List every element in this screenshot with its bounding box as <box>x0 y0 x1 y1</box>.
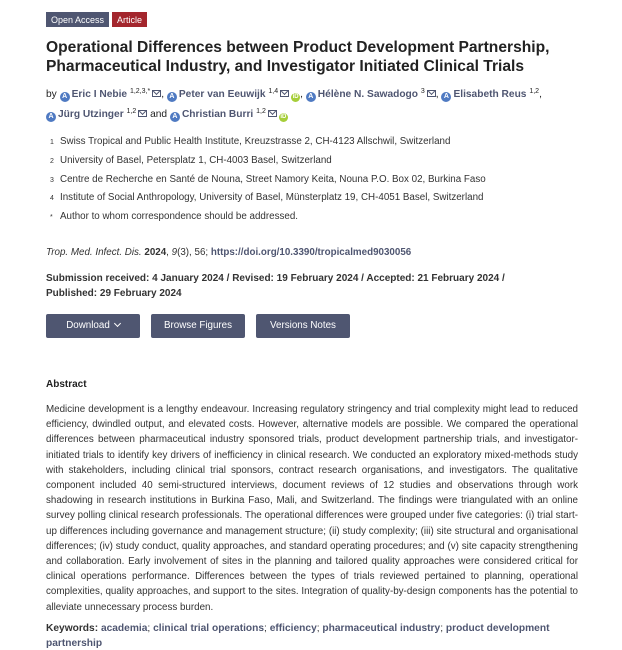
author <box>46 109 147 120</box>
doi-link[interactable]: https://doi.org/10.3390/tropicalmed9030056 <box>210 246 412 258</box>
citation-issue: (3), 56; <box>177 246 211 258</box>
envelope-icon[interactable] <box>138 110 147 117</box>
affiliation-text: Centre de Recherche en Santé de Nouna, Street Namory Keita, Nouna P.O. Box 02, Burkina Faso <box>60 173 486 185</box>
author-profile-icon[interactable]: A <box>167 92 177 102</box>
affiliation-item <box>46 208 578 227</box>
affiliation-item <box>46 171 578 190</box>
author-list: by A Eric I Nebie $^{1,2,3,*}$ , A Peter van Eeuwijk $^{1,4}$iD , A Hélène N. Sawadogo $^3$ , A Elisabeth Reus $^{1,2}$, A Jürg Utzinger $^{1,2}$ and A Christian Burri $^{1,2}$iD <box>46 88 542 120</box>
abstract-heading: Abstract <box>46 378 87 390</box>
keywords-label: Keywords: <box>46 622 99 634</box>
author <box>441 89 539 100</box>
keyword-link[interactable]: product development partnership <box>46 622 550 650</box>
author-affiliation-sup: 1,2 <box>256 107 266 115</box>
affiliation-item <box>46 133 578 152</box>
author-profile-icon[interactable]: A <box>46 112 56 122</box>
author <box>60 89 162 100</box>
author-profile-icon[interactable]: A <box>60 92 70 102</box>
keywords: Keywords: academia; clinical trial operations; efficiency; pharmaceutical industry; product development partnership <box>46 622 550 650</box>
author-profile-icon[interactable]: A <box>306 92 316 102</box>
dates-line-2: Published: 29 February 2024 <box>46 287 182 299</box>
envelope-icon[interactable] <box>427 90 436 97</box>
author <box>167 89 300 100</box>
badge-row <box>46 12 578 28</box>
affiliation-number: * <box>50 214 53 222</box>
author-affiliation-sup: 1,4 <box>268 88 279 95</box>
citation-journal: Trop. Med. Infect. Dis. <box>46 246 142 258</box>
affiliation-text: Author to whom correspondence should be addressed. <box>60 211 298 223</box>
abstract-text: Medicine development is a lengthy endeavour. Increasing regulatory stringency and trial complexity might lead to reduced efficiency, dwindled output, and elevated costs. However, alternative models are possible. We compared the operational differences between pharmaceutical industry sponsored trials, product development partnership trials, and investigator-initiated trials to identify key drivers of inefficiency in clinical research. We conducted an exploratory mixed-methods study with stakeholders, including clinical trial sponsors, contract research organisations, and investigators. The qualitative component included 40 semi-structured interviews, document reviews of 12 studies and observations through work shadowing in research institutions in Burkina Faso, Mali, and Switzerland. The findings were triangulated with an online survey polling clinical research professionals. The operational differences were grouped under five categories: (i) trial start-up differences including governance and management structure; (ii) study complexity; (iii) site structural and organisational differences; (iv) study conduct, quality approaches, and standard operating procedures; and (v) site capacity strengthening and collaboration. Early involvement of sites in the planning and tailored quality approaches were considered critical for clinical operations performance. Differences between the types of trials reviewed pertained to planning, operational complexities, quality approaches, and support to the sites. Integration of quality-by-design components has the potential to alleviate unnecessary process burden. <box>46 403 578 613</box>
affiliation-item <box>46 152 578 171</box>
affiliation-number: 3 <box>50 176 54 184</box>
author-profile-icon[interactable]: A <box>170 112 180 122</box>
author <box>170 109 288 120</box>
download-label: Download <box>66 319 110 331</box>
versions-notes-button[interactable]: Versions Notes <box>256 314 350 338</box>
download-button[interactable] <box>46 314 140 338</box>
affiliation-number: 4 <box>50 195 54 203</box>
author-name[interactable]: Jürg Utzinger <box>58 108 124 120</box>
chevron-down-icon <box>114 320 121 327</box>
envelope-icon[interactable] <box>268 110 277 117</box>
author <box>306 89 436 100</box>
dates-line-1: Submission received: 4 January 2024 / Revised: 19 February 2024 / Accepted: 21 February 2024 / <box>46 272 505 284</box>
citation-volume: 9 <box>171 246 178 258</box>
keyword-link[interactable]: efficiency <box>269 622 317 634</box>
affiliation-text: Swiss Tropical and Public Health Institute, Kreuzstrasse 2, CH-4123 Allschwil, Switzerland <box>60 136 451 147</box>
envelope-icon[interactable] <box>280 90 289 97</box>
affiliation-item <box>46 189 578 208</box>
author-name[interactable]: Eric I Nebie <box>71 89 128 100</box>
author-name[interactable]: Christian Burri <box>181 108 254 120</box>
author-name[interactable]: Elisabeth Reus <box>453 89 527 100</box>
article-page <box>46 12 578 650</box>
author-affiliation-sup: 1,2 <box>126 107 137 115</box>
orcid-icon[interactable]: iD <box>292 94 299 100</box>
author-name[interactable]: Peter van Eeuwijk <box>178 89 266 100</box>
affiliations <box>46 133 578 227</box>
envelope-icon[interactable] <box>152 90 161 97</box>
and-label: and <box>150 108 168 120</box>
keyword-link[interactable]: clinical trial operations <box>153 622 265 634</box>
affiliation-number: 2 <box>50 157 54 165</box>
by-label: by <box>46 89 57 100</box>
author-name[interactable]: Hélène N. Sawadogo <box>317 89 418 100</box>
citation: Trop. Med. Infect. Dis. 2024, 9(3), 56; https://doi.org/10.3390/tropicalmed9030056 <box>46 246 412 258</box>
affiliation-text: Institute of Social Anthropology, University of Basel, Münsterplatz 19, CH-4051 Basel, Switzerland <box>60 192 484 204</box>
article-title: Operational Differences between Product Development Partnership, Pharmaceutical Industry, and Investigator Initiated Clinical Trials <box>46 39 550 75</box>
keyword-link[interactable]: academia <box>100 622 148 634</box>
citation-year: 2024 <box>144 246 167 258</box>
action-buttons <box>46 314 578 338</box>
orcid-icon[interactable]: iD <box>280 113 287 120</box>
article-type-badge: Article <box>112 12 147 27</box>
author-affiliation-sup: 3 <box>420 88 425 95</box>
affiliation-text: University of Basel, Petersplatz 1, CH-4003 Basel, Switzerland <box>60 154 332 166</box>
keyword-link[interactable]: pharmaceutical industry <box>322 622 441 634</box>
publication-dates <box>46 271 578 301</box>
affiliation-number: 1 <box>50 139 54 146</box>
author-profile-icon[interactable]: A <box>441 92 451 102</box>
author-affiliation-sup: 1,2,3,* <box>129 88 151 95</box>
author-affiliation-sup: 1,2 <box>529 88 540 95</box>
open-access-badge[interactable]: Open Access <box>46 12 109 27</box>
browse-figures-button[interactable]: Browse Figures <box>151 314 245 338</box>
